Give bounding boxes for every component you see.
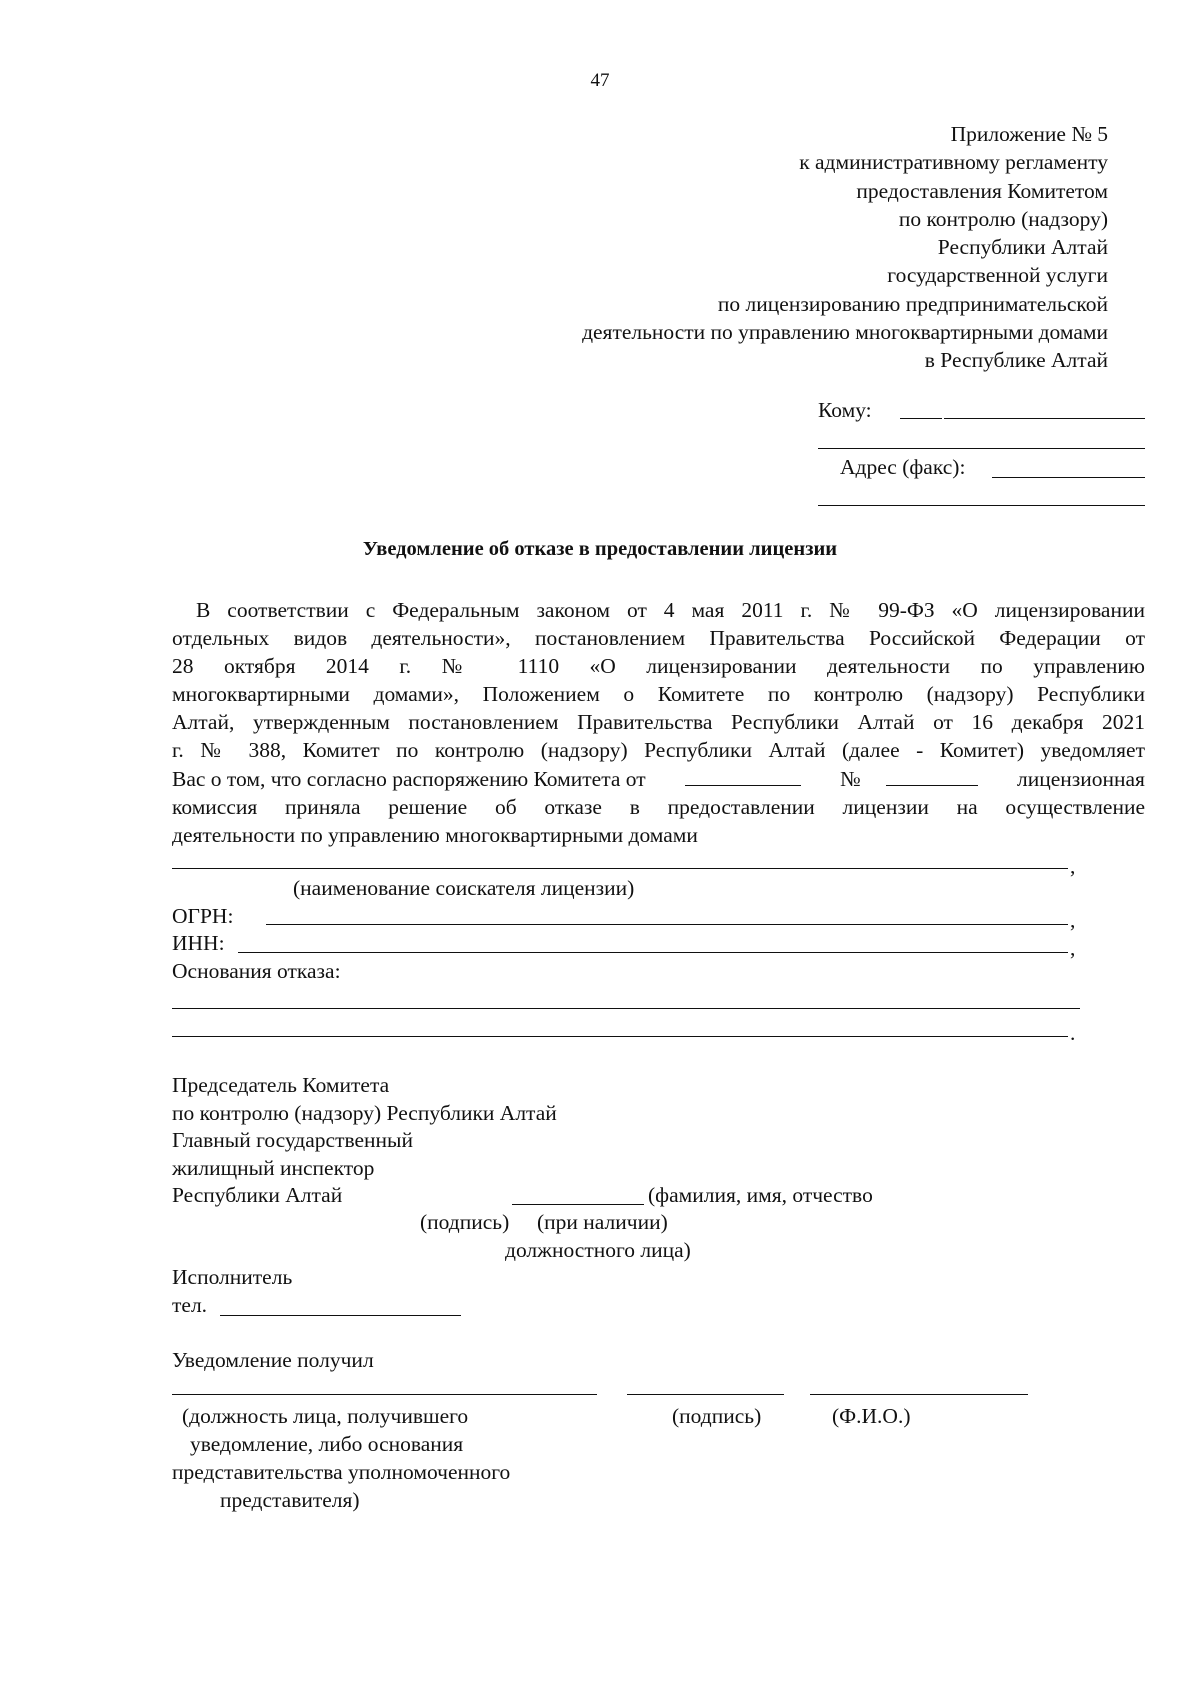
receipt-fio-blank[interactable] [810,1394,1028,1395]
address-label: Адрес (факс): [840,455,966,479]
body-line: Алтай, утвержденным постановлением Правительства Республики Алтай от 16 декабря 2021 [172,710,1145,735]
executor-tel-blank[interactable] [220,1315,461,1316]
to-short-blank[interactable] [900,418,942,419]
appendix-line: Республики Алтай [937,235,1108,260]
receipt-position-blank[interactable] [172,1394,597,1395]
refusal-label: Основания отказа: [172,959,341,983]
signer-line: Главный государственный [172,1128,413,1152]
applicant-name-blank[interactable] [172,868,1068,869]
body-paragraph [172,596,1145,849]
receipt-position-caption: представителя) [220,1488,360,1512]
receipt-position-caption: уведомление, либо основания [190,1432,464,1456]
signer-line: жилищный инспектор [172,1156,375,1180]
ogrn-blank[interactable] [266,924,1068,925]
body-line: комиссия приняла решение об отказе в предоставлении лицензии на осуществление [172,794,1145,819]
to-second-blank[interactable] [818,448,1145,449]
ogrn-label: ОГРН: [172,904,234,928]
order-number-sign: № [840,766,861,791]
period: . [1070,1021,1076,1045]
to-blank[interactable] [944,418,1145,419]
applicant-caption: (наименование соискателя лицензии) [293,876,635,900]
signer-fio-caption: (фамилия, имя, отчество [648,1183,873,1207]
address-second-blank[interactable] [818,505,1145,506]
appendix-line: к административному регламенту [799,150,1108,175]
page-number: 47 [590,70,610,91]
refusal-blank[interactable] [172,1036,1068,1037]
document-title: Уведомление об отказе в предоставлении лицензии [362,538,838,560]
appendix-line: Приложение № 5 [950,122,1108,146]
receipt-signature-caption: (подпись) [672,1404,762,1428]
appendix-header [582,120,1108,375]
signer-signature-caption: (подпись) [420,1210,510,1234]
receipt-label: Уведомление получил [172,1348,374,1372]
signer-line: по контролю (надзору) Республики Алтай [172,1101,557,1125]
appendix-line: государственной услуги [887,263,1108,288]
body-line: г. № 388, Комитет по контролю (надзору) Республики Алтай (далее - Комитет) уведомляет [172,738,1145,763]
comma: , [1070,908,1076,932]
signer-line: Председатель Комитета [172,1073,390,1097]
body-line: В соответствии с Федеральным законом от 4 мая 2011 г. № 99-ФЗ «О лицензировании [196,598,1145,622]
inn-blank[interactable] [238,952,1068,953]
signer-dolzhnostnogo: должностного лица) [505,1238,691,1262]
receipt-position-caption: представительства уполномоченного [172,1460,511,1484]
body-line: деятельности по управлению многоквартирными домами [172,822,698,847]
receipt-position-caption: (должность лица, получившего [182,1404,469,1428]
signer-line: Республики Алтай [172,1183,343,1207]
signer-signature-blank[interactable] [512,1204,644,1205]
appendix-line: по лицензированию предпринимательской [717,291,1108,316]
receipt-signature-blank[interactable] [627,1394,784,1395]
appendix-line: по контролю (надзору) [898,206,1108,231]
receipt-fio-caption: (Ф.И.О.) [832,1404,911,1428]
appendix-line: в Республике Алтай [924,348,1108,373]
body-line: отдельных видов деятельности», постановлением Правительства Российской Федерации от [172,626,1145,651]
comma: , [1070,854,1076,878]
address-blank[interactable] [992,477,1145,478]
appendix-line: предоставления Комитетом [856,178,1108,203]
body-line: многоквартирными домами», Положением о Комитете по контролю (надзору) Республики [172,682,1145,707]
body-line-order [172,765,1145,793]
appendix-line: деятельности по управлению многоквартирными домами [582,320,1108,345]
comma: , [1070,936,1076,960]
order-number-blank[interactable] [886,765,978,786]
executor-label: Исполнитель [172,1265,293,1289]
inn-label: ИНН: [172,931,225,955]
order-date-blank[interactable] [685,765,801,786]
order-text: Вас о том, что согласно распоряжению Комитета от [172,766,646,791]
signer-pri-nalichii: (при наличии) [537,1210,668,1234]
refusal-blank[interactable] [172,1008,1080,1009]
executor-tel-label: тел. [172,1293,208,1317]
body-line: 28 октября 2014 г. № 1110 «О лицензировании деятельности по управлению [172,654,1145,679]
to-label: Кому: [818,398,872,422]
order-text-end: лицензионная [1016,766,1145,791]
